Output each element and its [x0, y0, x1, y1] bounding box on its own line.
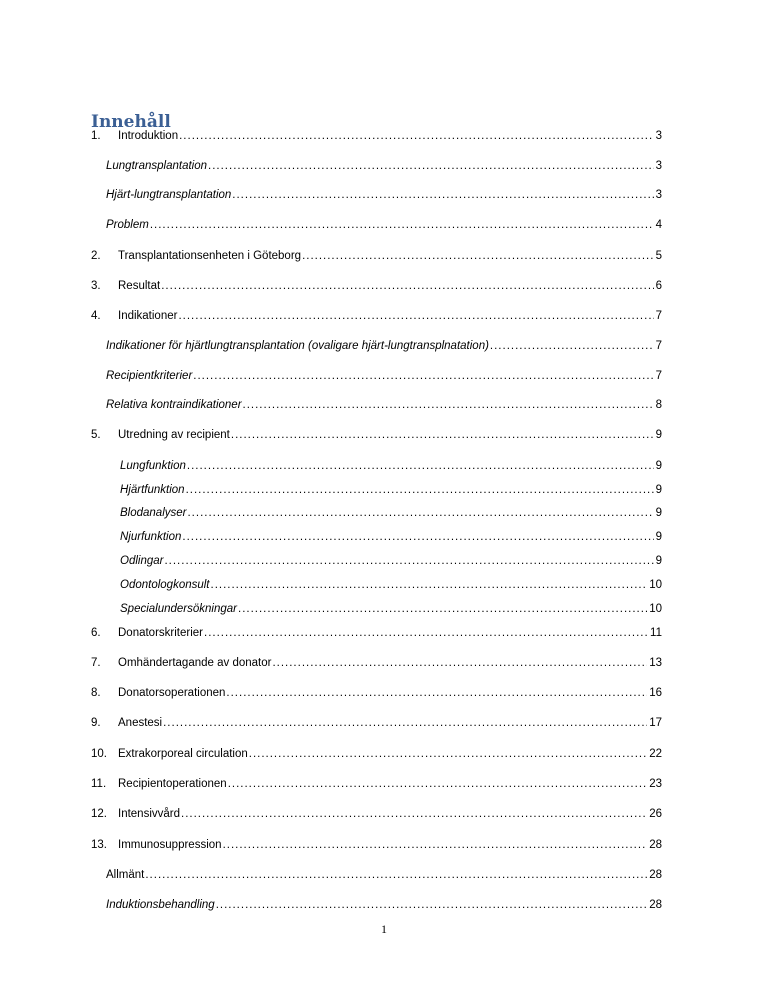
toc-entry[interactable] [0, 427, 768, 443]
toc-entry-page: 3 [655, 189, 662, 201]
toc-dot-leader [302, 248, 654, 264]
toc-entry[interactable] [0, 746, 768, 762]
toc-entry[interactable] [0, 505, 768, 521]
toc-entry[interactable] [0, 338, 768, 354]
toc-dot-leader [163, 715, 647, 731]
toc-entry-label: Njurfunktion [120, 531, 182, 543]
toc-dot-leader [187, 458, 654, 474]
toc-entry[interactable] [0, 601, 768, 617]
toc-entry-number: 3. [91, 280, 101, 292]
toc-dot-leader [249, 746, 647, 762]
toc-entry-label: Immunosuppression [118, 839, 222, 851]
toc-entry[interactable] [0, 806, 768, 822]
toc-entry-page: 10 [649, 579, 662, 591]
toc-entry-label: Allmänt [106, 869, 145, 881]
toc-entry-page: 17 [649, 717, 662, 729]
toc-dot-leader [226, 685, 647, 701]
toc-entry-number: 9. [91, 717, 101, 729]
toc-entry-number: 7. [91, 657, 101, 669]
toc-entry[interactable] [0, 308, 768, 324]
toc-entry-number: 12. [91, 808, 107, 820]
toc-entry-page: 3 [655, 160, 662, 172]
toc-entry[interactable] [0, 577, 768, 593]
toc-entry[interactable] [0, 685, 768, 701]
toc-entry-page: 9 [655, 429, 662, 441]
toc-entry-page: 26 [649, 808, 662, 820]
toc-entry[interactable] [0, 368, 768, 384]
toc-entry[interactable] [0, 529, 768, 545]
toc-entry-label: Indikationer [118, 310, 178, 322]
toc-entry-label: Lungtransplantation [106, 160, 208, 172]
toc-entry-page: 22 [649, 748, 662, 760]
toc-dot-leader [231, 427, 654, 443]
toc-entry-label: Problem [106, 219, 149, 231]
toc-entry-label: Odontologkonsult [120, 579, 210, 591]
toc-entry-label: Relativa kontraindikationer [106, 399, 242, 411]
toc-entry[interactable] [0, 248, 768, 264]
toc-entry-label: Lungfunktion [120, 460, 186, 472]
toc-entry-number: 2. [91, 250, 101, 262]
toc-entry-label: Hjärtfunktion [120, 484, 185, 496]
toc-dot-leader [243, 397, 654, 413]
toc-entry-label: Indikationer för hjärtlungtransplantation (ovaligare hjärt-lungtransplnatation) [106, 340, 489, 352]
toc-entry-page: 4 [655, 219, 662, 231]
toc-dot-leader [490, 338, 654, 354]
toc-dot-leader [161, 278, 653, 294]
toc-entry-page: 13 [649, 657, 662, 669]
toc-entry-page: 9 [655, 531, 662, 543]
toc-entry-page: 28 [649, 869, 662, 881]
toc-dot-leader [272, 655, 647, 671]
toc-entry-label: Extrakorporeal circulation [118, 748, 248, 760]
toc-entry[interactable] [0, 715, 768, 731]
toc-entry[interactable] [0, 867, 768, 883]
toc-entry-label: Anestesi [118, 717, 163, 729]
toc-dot-leader [178, 308, 653, 324]
toc-entry-label: Donatorsoperationen [118, 687, 226, 699]
toc-entry-label: Induktionsbehandling [106, 899, 215, 911]
toc-entry-label: Hjärt-lungtransplantation [106, 189, 232, 201]
toc-entry-page: 9 [655, 555, 662, 567]
toc-entry-page: 6 [655, 280, 662, 292]
toc-dot-leader [223, 837, 648, 853]
toc-entry-page: 9 [655, 484, 662, 496]
toc-entry[interactable] [0, 458, 768, 474]
toc-dot-leader [145, 867, 647, 883]
toc-dot-leader [204, 625, 648, 641]
toc-entry[interactable] [0, 187, 768, 203]
toc-entry-page: 7 [655, 340, 662, 352]
toc-entry-number: 1. [91, 130, 101, 142]
toc-entry[interactable] [0, 482, 768, 498]
toc-entry[interactable] [0, 128, 768, 144]
toc-dot-leader [150, 217, 654, 233]
toc-entry-label: Recipientkriterier [106, 370, 193, 382]
toc-entry-number: 8. [91, 687, 101, 699]
toc-dot-leader [164, 553, 653, 569]
toc-entry-page: 11 [650, 627, 662, 639]
toc-entry-label: Odlingar [120, 555, 164, 567]
toc-entry-label: Omhändertagande av donator [118, 657, 272, 669]
toc-entry-page: 8 [655, 399, 662, 411]
page-number: 1 [381, 922, 387, 936]
toc-entry[interactable] [0, 897, 768, 913]
toc-dot-leader [211, 577, 648, 593]
toc-entry[interactable] [0, 553, 768, 569]
toc-entry-page: 7 [655, 370, 662, 382]
toc-dot-leader [186, 482, 654, 498]
toc-entry[interactable] [0, 625, 768, 641]
toc-dot-leader [181, 806, 647, 822]
toc-entry[interactable] [0, 837, 768, 853]
toc-dot-leader [216, 897, 648, 913]
toc-entry-label: Introduktion [118, 130, 179, 142]
toc-dot-leader [208, 158, 654, 174]
toc-entry-label: Specialundersökningar [120, 603, 237, 615]
toc-entry-label: Transplantationsenheten i Göteborg [118, 250, 302, 262]
toc-entry-number: 5. [91, 429, 101, 441]
toc-dot-leader [193, 368, 653, 384]
toc-entry-page: 9 [655, 507, 662, 519]
toc-entry-page: 23 [649, 778, 662, 790]
toc-entry-label: Blodanalyser [120, 507, 187, 519]
toc-dot-leader [232, 187, 653, 203]
toc-dot-leader [228, 776, 648, 792]
toc-dot-leader [182, 529, 653, 545]
toc-entry-page: 5 [655, 250, 662, 262]
toc-entry-page: 10 [649, 603, 662, 615]
toc-entry[interactable] [0, 655, 768, 671]
toc-title: Innehåll [91, 112, 171, 132]
toc-entry-label: Resultat [118, 280, 161, 292]
toc-entry-number: 11. [91, 778, 107, 790]
toc-dot-leader [187, 505, 653, 521]
toc-entry[interactable] [0, 217, 768, 233]
toc-dot-leader [238, 601, 647, 617]
toc-entry-number: 4. [91, 310, 101, 322]
toc-entry-page: 7 [655, 310, 662, 322]
toc-entry-page: 3 [655, 130, 662, 142]
toc-entry-page: 16 [649, 687, 662, 699]
toc-entry-label: Intensivvård [118, 808, 181, 820]
toc-entry-page: 28 [649, 839, 662, 851]
toc-entry-number: 10. [91, 748, 107, 760]
toc-entry-page: 9 [655, 460, 662, 472]
toc-entry-label: Donatorskriterier [118, 627, 203, 639]
toc-entry[interactable] [0, 278, 768, 294]
toc-entry[interactable] [0, 397, 768, 413]
toc-entry[interactable] [0, 158, 768, 174]
toc-entry-number: 6. [91, 627, 101, 639]
toc-entry[interactable] [0, 776, 768, 792]
toc-entry-label: Utredning av recipient [118, 429, 230, 441]
toc-entry-number: 13. [91, 839, 107, 851]
toc-entry-label: Recipientoperationen [118, 778, 227, 790]
toc-dot-leader [179, 128, 653, 144]
toc-entry-page: 28 [649, 899, 662, 911]
